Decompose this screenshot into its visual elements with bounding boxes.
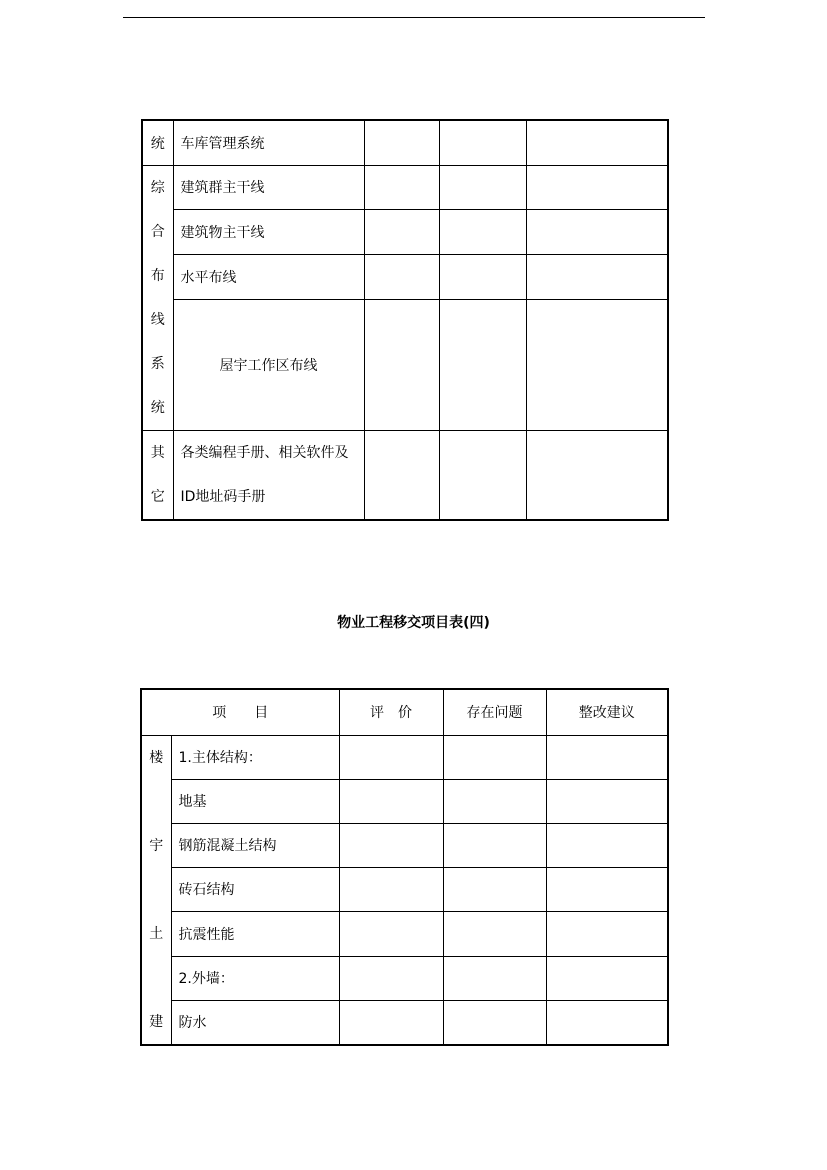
table-row [141,735,668,779]
advice-cell [546,911,668,956]
category-char: 线 [150,311,165,328]
item-line: 各类编程手册、相关软件及 [180,444,349,461]
advice-cell [546,823,668,867]
category-char: 统 [150,399,165,416]
advice-cell [546,956,668,1000]
issues-cell [443,911,546,956]
handover-table-continued [141,119,669,521]
evaluation-cell [364,210,439,255]
category-char: 其 [150,444,165,461]
issues-cell [443,823,546,867]
item-cell: 建筑群主干线 [173,165,364,210]
item-cell: 建筑物主干线 [173,210,364,255]
item-line: ID地址码手册 [180,488,266,505]
category-char: 宇 [149,837,164,854]
table-row [141,911,668,956]
issues-cell [439,120,526,165]
evaluation-cell [364,255,439,300]
evaluation-cell [339,956,443,1000]
advice-cell [546,735,668,779]
issues-cell [443,735,546,779]
evaluation-cell [364,120,439,165]
evaluation-cell [339,735,443,779]
item-cell: 抗震性能 [171,911,339,956]
evaluation-cell [364,165,439,210]
advice-cell [526,430,668,520]
table-row [142,210,668,255]
table-row [141,823,668,867]
item-cell: 钢筋混凝土结构 [171,823,339,867]
evaluation-cell [339,823,443,867]
issues-cell [443,956,546,1000]
advice-cell [526,300,668,430]
category-building-cell [141,735,171,1045]
issues-cell [439,210,526,255]
category-char: 布 [150,267,165,284]
issues-cell [439,300,526,430]
header-issues: 存在问题 [443,689,546,735]
table-row [141,956,668,1000]
evaluation-cell [339,779,443,823]
issues-cell [443,867,546,911]
item-cell: 水平布线 [173,255,364,300]
advice-cell [526,210,668,255]
category-cell: 统 [142,120,173,165]
issues-cell [443,1000,546,1045]
header-row [141,689,668,735]
item-cell [173,430,364,520]
header-evaluation: 评 价 [339,689,443,735]
table-row [141,779,668,823]
category-other-cell [142,430,173,520]
issues-cell [439,430,526,520]
table-row [142,120,668,165]
item-cell: 1.主体结构： [171,735,339,779]
category-char: 合 [150,223,165,240]
header-rule [123,17,705,18]
item-cell: 2.外墙： [171,956,339,1000]
handover-table-four [140,688,669,1046]
table-row [141,1000,668,1045]
advice-cell [526,120,668,165]
issues-cell [439,255,526,300]
item-cell: 车库管理系统 [173,120,364,165]
category-char: 它 [150,488,165,505]
evaluation-cell [339,911,443,956]
evaluation-cell [339,1000,443,1045]
category-cabling-cell [142,165,173,430]
item-cell: 砖石结构 [171,867,339,911]
category-char: 建 [149,1013,164,1030]
table-row [142,300,668,430]
item-cell: 防水 [171,1000,339,1045]
item-cell: 地基 [171,779,339,823]
item-cell: 屋宇工作区布线 [173,300,364,430]
header-item: 项 目 [141,689,339,735]
table-title: 物业工程移交项目表(四) [337,615,490,631]
advice-cell [546,1000,668,1045]
issues-cell [439,165,526,210]
advice-cell [546,779,668,823]
table-row [142,430,668,520]
category-char: 系 [150,355,165,372]
header-advice: 整改建议 [546,689,668,735]
category-char: 楼 [149,749,164,766]
category-char: 综 [150,179,165,196]
advice-cell [526,165,668,210]
table-row [141,867,668,911]
table-row [142,255,668,300]
evaluation-cell [364,300,439,430]
evaluation-cell [339,867,443,911]
issues-cell [443,779,546,823]
evaluation-cell [364,430,439,520]
table-row [142,165,668,210]
category-char: 土 [149,925,164,942]
advice-cell [546,867,668,911]
advice-cell [526,255,668,300]
